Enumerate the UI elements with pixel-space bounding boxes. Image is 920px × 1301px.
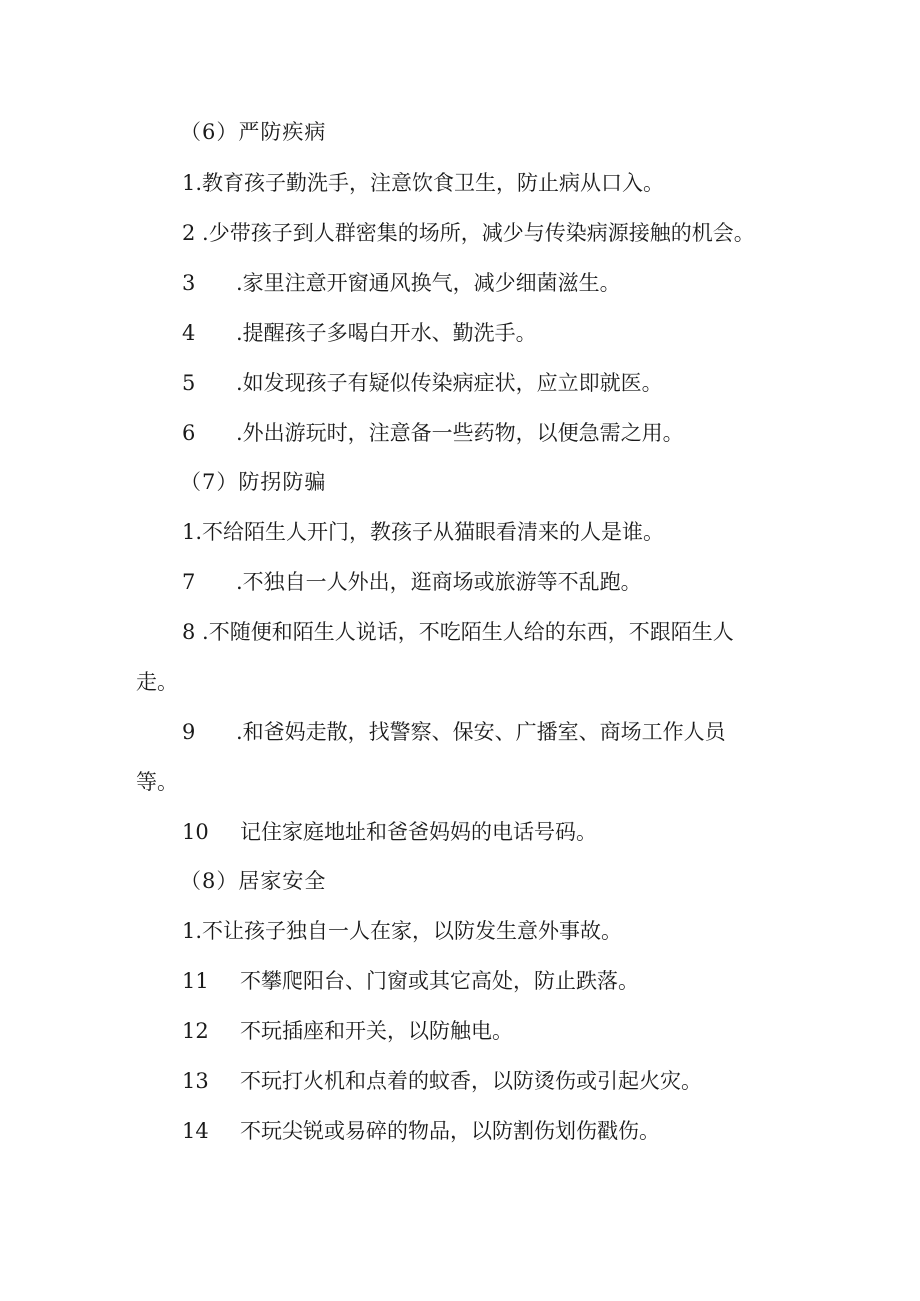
s8-item-14-number: 14 <box>182 1119 209 1143</box>
s7-item-8-line-1: 8 .不随便和陌生人说话，不吃陌生人给的东西，不跟陌生人 <box>182 620 734 644</box>
s6-item-4-number: 4 <box>182 321 196 345</box>
s7-item-1: 1.不给陌生人开门，教孩子从猫眼看清来的人是谁。 <box>182 520 665 544</box>
s6-item-4-text: .提醒孩子多喝白开水、勤洗手。 <box>236 321 537 345</box>
s6-item-5-number: 5 <box>182 371 196 395</box>
s6-item-6-text: .外出游玩时，注意备一些药物，以便急需之用。 <box>236 421 684 445</box>
section-8-heading: （8）居家安全 <box>180 869 327 893</box>
s7-item-10-number: 10 <box>182 820 209 844</box>
section-7-heading: （7）防拐防骗 <box>180 470 327 494</box>
s6-item-5-text: .如发现孩子有疑似传染病症状，应立即就医。 <box>236 371 663 395</box>
s8-item-1: 1.不让孩子独自一人在家，以防发生意外事故。 <box>182 919 623 943</box>
s7-item-7-number: 7 <box>182 570 196 594</box>
s7-item-8-line-2: 走。 <box>136 670 178 694</box>
s7-item-10-text: 记住家庭地址和爸爸妈妈的电话号码。 <box>240 820 597 844</box>
s6-item-1: 1.教育孩子勤洗手，注意饮食卫生，防止病从口入。 <box>182 171 665 195</box>
s8-item-13-number: 13 <box>182 1069 209 1093</box>
s7-item-9-text: .和爸妈走散，找警察、保安、广播室、商场工作人员 <box>236 720 726 744</box>
s8-item-12-number: 12 <box>182 1019 209 1043</box>
section-6-heading: （6）严防疾病 <box>180 120 327 144</box>
s7-item-7-text: .不独自一人外出，逛商场或旅游等不乱跑。 <box>236 570 642 594</box>
s6-item-2: 2 .少带孩子到人群密集的场所，减少与传染病源接触的机会。 <box>182 221 755 245</box>
s7-item-9-line-2: 等。 <box>136 770 178 794</box>
s6-item-3-text: .家里注意开窗通风换气，减少细菌滋生。 <box>236 271 621 295</box>
s8-item-11-text: 不攀爬阳台、门窗或其它高处，防止跌落。 <box>240 969 639 993</box>
s8-item-11-number: 11 <box>182 969 209 993</box>
s6-item-3-number: 3 <box>182 271 196 295</box>
s8-item-13-text: 不玩打火机和点着的蚊香，以防烫伤或引起火灾。 <box>240 1069 702 1093</box>
s7-item-9-number: 9 <box>182 720 196 744</box>
s6-item-6-number: 6 <box>182 421 196 445</box>
s8-item-12-text: 不玩插座和开关，以防触电。 <box>240 1019 513 1043</box>
s8-item-14-text: 不玩尖锐或易碎的物品，以防割伤划伤戳伤。 <box>240 1119 660 1143</box>
